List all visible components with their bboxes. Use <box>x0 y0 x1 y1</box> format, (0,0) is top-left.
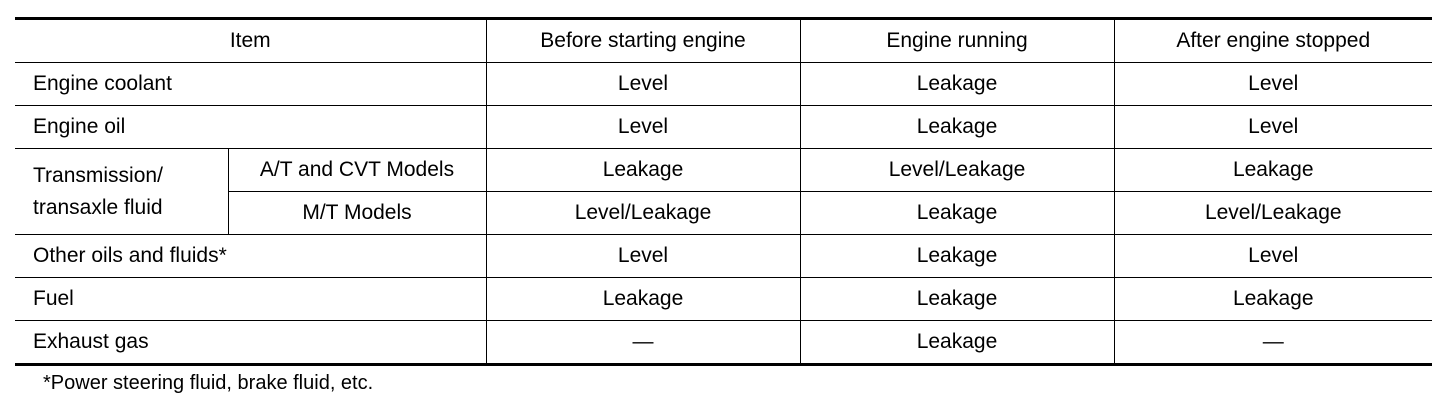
table-row <box>15 63 1432 106</box>
running-cell: Leakage <box>800 192 1114 235</box>
sub-item-cell: M/T Models <box>228 192 486 235</box>
running-cell: Leakage <box>800 63 1114 106</box>
item-cell: Transmission/ transaxle fluid <box>15 149 228 235</box>
before-cell: Level <box>486 106 800 149</box>
before-cell: Leakage <box>486 149 800 192</box>
table-row <box>15 321 1432 365</box>
after-cell: — <box>1114 321 1432 365</box>
running-cell: Leakage <box>800 321 1114 365</box>
running-cell: Level/Leakage <box>800 149 1114 192</box>
item-cell: Engine oil <box>15 106 486 149</box>
item-cell: Other oils and fluids* <box>15 235 486 278</box>
item-cell: Fuel <box>15 278 486 321</box>
item-cell: Engine coolant <box>15 63 486 106</box>
running-cell: Leakage <box>800 278 1114 321</box>
after-cell: Level <box>1114 63 1432 106</box>
before-cell: Level/Leakage <box>486 192 800 235</box>
table-header-row <box>15 19 1432 63</box>
table-row <box>15 192 1432 235</box>
table-row <box>15 149 1432 192</box>
after-cell: Level/Leakage <box>1114 192 1432 235</box>
after-cell: Level <box>1114 106 1432 149</box>
table-row <box>15 278 1432 321</box>
running-cell: Leakage <box>800 106 1114 149</box>
inspection-table <box>15 17 1432 366</box>
table-row <box>15 235 1432 278</box>
running-cell: Leakage <box>800 235 1114 278</box>
after-cell: Leakage <box>1114 149 1432 192</box>
footnote: *Power steering fluid, brake fluid, etc. <box>43 372 374 394</box>
before-cell: Level <box>486 235 800 278</box>
header-engine-running: Engine running <box>800 19 1114 63</box>
item-cell: Exhaust gas <box>15 321 486 365</box>
before-cell: Leakage <box>486 278 800 321</box>
table-row <box>15 106 1432 149</box>
sub-item-cell: A/T and CVT Models <box>228 149 486 192</box>
before-cell: Level <box>486 63 800 106</box>
header-before-starting: Before starting engine <box>486 19 800 63</box>
before-cell: — <box>486 321 800 365</box>
after-cell: Leakage <box>1114 278 1432 321</box>
after-cell: Level <box>1114 235 1432 278</box>
header-after-stopped: After engine stopped <box>1114 19 1432 63</box>
header-item: Item <box>15 19 486 63</box>
